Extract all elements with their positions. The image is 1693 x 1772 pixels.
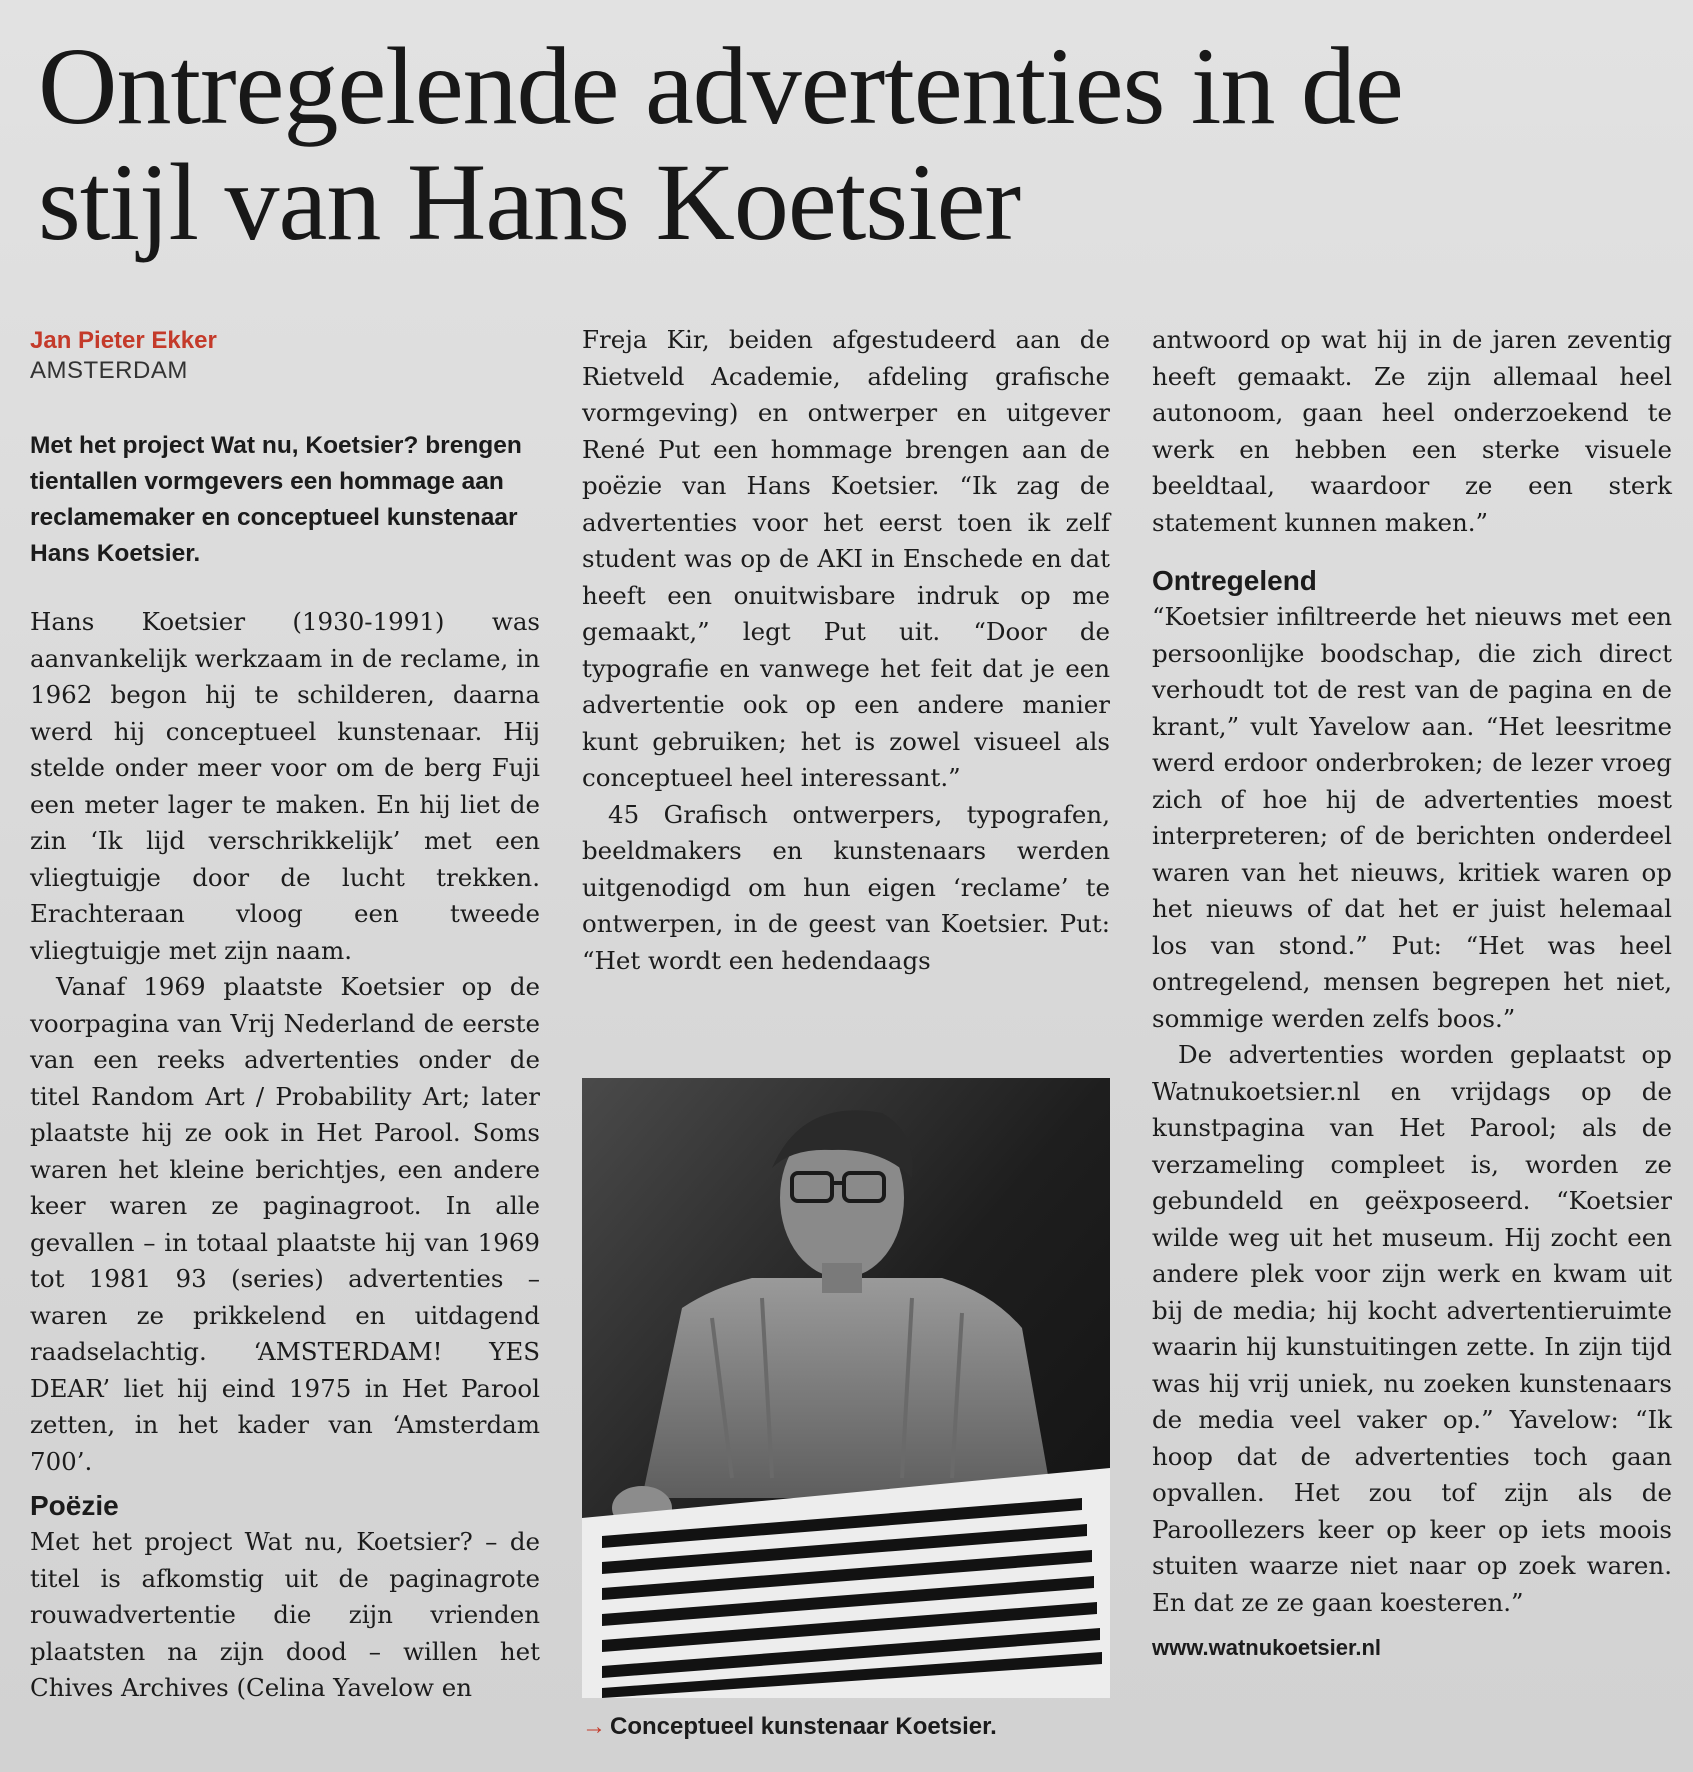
left-column xyxy=(30,322,540,1707)
photo-caption xyxy=(582,1712,997,1742)
headline: Ontregelende advertenties in de stijl van Hans Koetsier xyxy=(38,25,1403,263)
koetsier-portrait-illustration xyxy=(582,1078,1110,1698)
byline-author: Jan Pieter Ekker xyxy=(30,327,217,354)
web-link[interactable]: www.watnukoetsier.nl xyxy=(1152,1635,1382,1660)
arrow-right-icon: → xyxy=(582,1713,606,1740)
photo-caption-text: Conceptueel kunstenaar Koetsier. xyxy=(610,1713,997,1740)
left-paragraph-1: Hans Koetsier (1930-1991) was aanvankelijk werkzaam in de reclame, in 1962 begon hij te schilderen, daarna werd hij conceptueel kunstenaar. Hij stelde onder meer voor om de berg Fuji een meter lager te maken. En hij liet de zin ‘Ik lijd verschrikkelijk’ met een vliegtuigje door de lucht trekken. Erachteraan vloog een tweede vliegtuigje met zijn naam. xyxy=(30,607,540,965)
koetsier-photo xyxy=(582,1078,1110,1698)
left-paragraph-2: Vanaf 1969 plaatste Koetsier op de voorpagina van Vrij Nederland de eerste van een reeks advertenties onder de titel Random Art / Probability Art; later plaatste hij ze ook in Het Parool. Soms waren het kleine berichtjes, een andere keer waren ze paginagroot. In alle gevallen – in totaal plaatste hij van 1969 tot 1981 93 (series) advertenties – waren ze prikkelend en uitdagend raadselachtig. ‘AMSTERDAM! YES DEAR’ liet hij eind 1975 in Het Parool zetten, in het kader van ‘Amsterdam 700’. xyxy=(30,972,540,1476)
right-paragraph-1: antwoord op wat hij in de jaren zeventig heeft gemaakt. Ze zijn allemaal heel autonoom, gaan heel onderzoekend te werk en hebben een sterke visuele beeldtaal, waardoor ze een sterk statement kunnen maken.” xyxy=(1152,325,1672,537)
right-paragraph-3: De advertenties worden geplaatst op Watnukoetsier.nl en vrijdags op de kunstpagina van Het Parool; als de verzameling compleet is, worden ze gebundeld en geëxposeerd. “Koetsier wilde weg uit het museum. Hij zocht een andere plek voor zijn werk en kwam uit bij de media; hij kocht advertentieruimte waarin hij kunstuitingen zette. In zijn tijd was hij vrij uniek, nu zoeken kunstenaars de media veel vaker op.” Yavelow: “Ik hoop dat de advertenties toch gaan opvallen. Het zou tof zijn als de Paroollezers keer op keer op iets moois stuiten waarze niet naar op zoek waren. En dat ze ze gaan koesteren.” xyxy=(1152,1040,1672,1617)
middle-paragraph-2: 45 Grafisch ontwerpers, typografen, beeldmakers en kunstenaars werden uitgenodigd om hun eigen ‘reclame’ te ontwerpen, in de geest van Koetsier. Put: “Het wordt een hedendaags xyxy=(582,799,1110,975)
subhead-ontregelend: Ontregelend xyxy=(1152,565,1317,596)
byline-location: AMSTERDAM xyxy=(30,357,188,384)
subhead-poezie: Poëzie xyxy=(30,1490,119,1521)
article-intro: Met het project Wat nu, Koetsier? brengen tientallen vormgevers een hommage aan reclamemaker en conceptueel kunstenaar Hans Koetsier. xyxy=(30,432,522,567)
middle-paragraph-1: Freja Kir, beiden afgestudeerd aan de Rietveld Academie, afdeling grafische vormgeving) en ontwerper en uitgever René Put een hommage brengen aan de poëzie van Hans Koetsier. “Ik zag de advertenties voor het eerst toen ik zelf student was op de AKI in Enschede en dat heeft een onuitwisbare indruk op me gemaakt,” legt Put uit. “Door de typografie en vanwege het feit dat je een advertentie ook op een andere manier kunt gebruiken; het is zowel visueel als conceptueel heel interessant.” xyxy=(582,325,1110,792)
middle-column xyxy=(582,322,1110,979)
right-paragraph-2: “Koetsier infiltreerde het nieuws met een persoonlijke boodschap, die zich direct verhoudt tot de rest van de pagina en de krant,” vult Yavelow aan. “Het leesritme werd erdoor onderbroken; de lezer vroeg zich of hoe hij de advertenties moest interpreteren; of de berichten onderdeel waren van het nieuws, kritiek waren op het nieuws of dat het er juist helemaal los van stond.” Put: “Het was heel ontregelend, mensen begrepen het niet, sommige werden zelfs boos.” xyxy=(1152,602,1672,1033)
right-column xyxy=(1152,322,1672,1663)
left-paragraph-3: Met het project Wat nu, Koetsier? – de titel is afkomstig uit de paginagrote rouwadvertentie die zijn vrienden plaatsten na zijn dood – willen het Chives Archives (Celina Yavelow en xyxy=(30,1527,540,1702)
